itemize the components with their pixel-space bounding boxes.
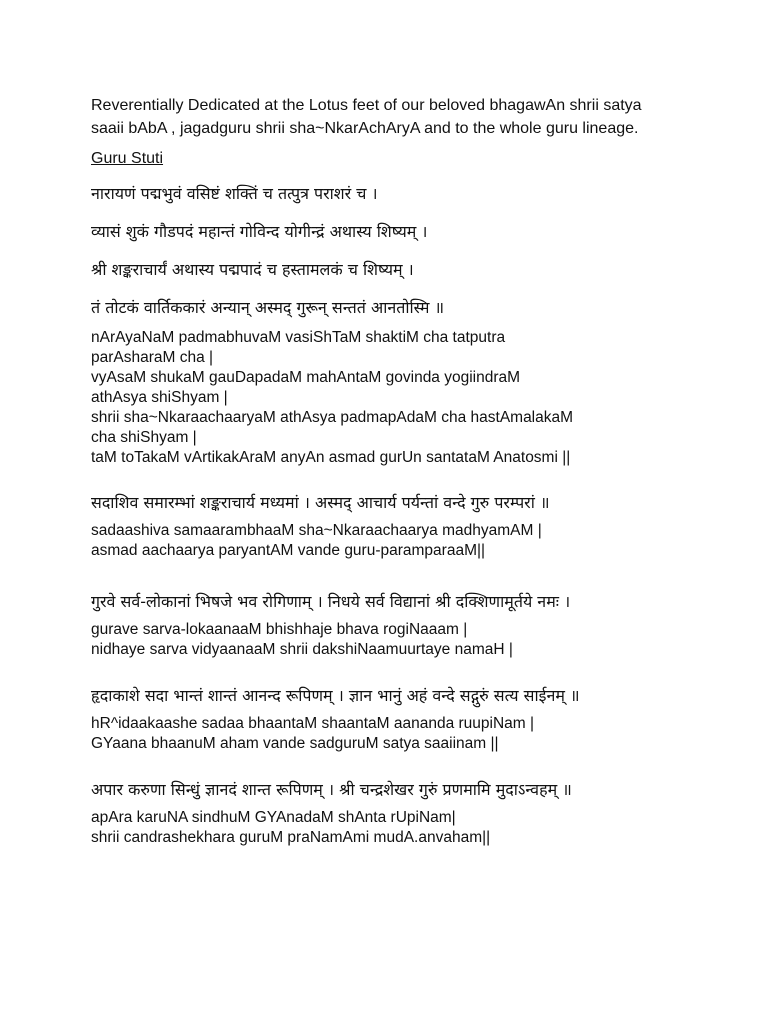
stanza-apara-karuna [91, 779, 731, 848]
stanza-gurave [91, 591, 731, 660]
dedication-line-2: saaii bAbA , jagadguru shrii sha~NkarAchAryA and to the whole guru lineage. [91, 120, 639, 137]
sanskrit-line: सदाशिव समारम्भां शङ्कराचार्य मध्यमां । अस्मद् आचार्य पर्यन्तां वन्दे गुरु परम्परां ॥ [91, 493, 550, 512]
section-heading: Guru Stuti [91, 150, 164, 167]
transliteration-line: GYaana bhaanuM aham vande sadguruM satya saaiinam || [91, 735, 499, 752]
transliteration-line: sadaashiva samaarambhaaM sha~Nkaraachaarya madhyamAM | [91, 522, 542, 539]
transliteration-line: athAsya shiShyam | [91, 389, 228, 406]
sanskrit-line: तं तोटकं वार्तिककारं अन्यान् अस्मद् गुरून् सन्ततं आनतोस्मि ॥ [91, 298, 445, 317]
transliteration-line: hR^idaakaashe sadaa bhaantaM shaantaM aananda ruupiNam | [91, 715, 535, 732]
sanskrit-line: व्यासं शुकं गौडपदं महान्तं गोविन्द योगीन्द्रं अथास्य शिष्यम् । [91, 222, 428, 241]
transliteration-line: cha shiShyam | [91, 429, 197, 446]
sanskrit-line: नारायणं पद्मभुवं वसिष्टं शक्तिं च तत्पुत्र पराशरं च । [91, 184, 378, 203]
sanskrit-line: अपार करुणा सिन्धुं ज्ञानदं शान्त रूपिणम् । श्री चन्द्रशेखर गुरुं प्रणमामि मुदाऽन्वहम् ॥ [91, 780, 572, 799]
transliteration-line: parAsharaM cha | [91, 349, 214, 366]
transliteration-line: asmad aachaarya paryantAM vande guru-paramparaaM|| [91, 542, 486, 559]
transliteration-line: taM toTakaM vArtikakAraM anyAn asmad gurUn santataM Anatosmi || [91, 449, 571, 466]
stanza-sadashiva [91, 492, 731, 561]
stanza-hridakashe [91, 685, 731, 754]
transliteration-line: nArAyaNaM padmabhuvaM vasiShTaM shaktiM cha tatputra [91, 329, 506, 346]
sanskrit-line: हृदाकाशे सदा भान्तं शान्तं आनन्द रूपिणम् । ज्ञान भानुं अहं वन्दे सद्गुरुं सत्य साईनम् ॥ [91, 686, 580, 705]
dedication-line-1: Reverentially Dedicated at the Lotus feet of our beloved bhagawAn shrii satya [91, 97, 642, 114]
stanza-guru-parampara [91, 183, 731, 468]
transliteration-line: nidhaye sarva vidyaanaaM shrii dakshiNaamuurtaye namaH | [91, 641, 513, 658]
transliteration-line: vyAsaM shukaM gauDapadaM mahAntaM govinda yogiindraM [91, 369, 521, 386]
transliteration-line: shrii sha~NkaraachaaryaM athAsya padmapAdaM cha hastAmalakaM [91, 409, 574, 426]
transliteration-line: apAra karuNA sindhuM GYAnadaM shAnta rUpiNam| [91, 809, 456, 826]
transliteration-line: gurave sarva-lokaanaaM bhishhaje bhava rogiNaaam | [91, 621, 468, 638]
sanskrit-line: श्री शङ्कराचार्यं अथास्य पद्मपादं च हस्तामलकं च शिष्यम् । [91, 260, 414, 279]
transliteration-line: shrii candrashekhara guruM praNamAmi mudA.anvaham|| [91, 829, 491, 846]
sanskrit-line: गुरवे सर्व-लोकानां भिषजे भव रोगिणाम् । निधये सर्व विद्यानां श्री दक्शिणामूर्तये नमः । [91, 592, 571, 611]
document-page [91, 94, 731, 848]
